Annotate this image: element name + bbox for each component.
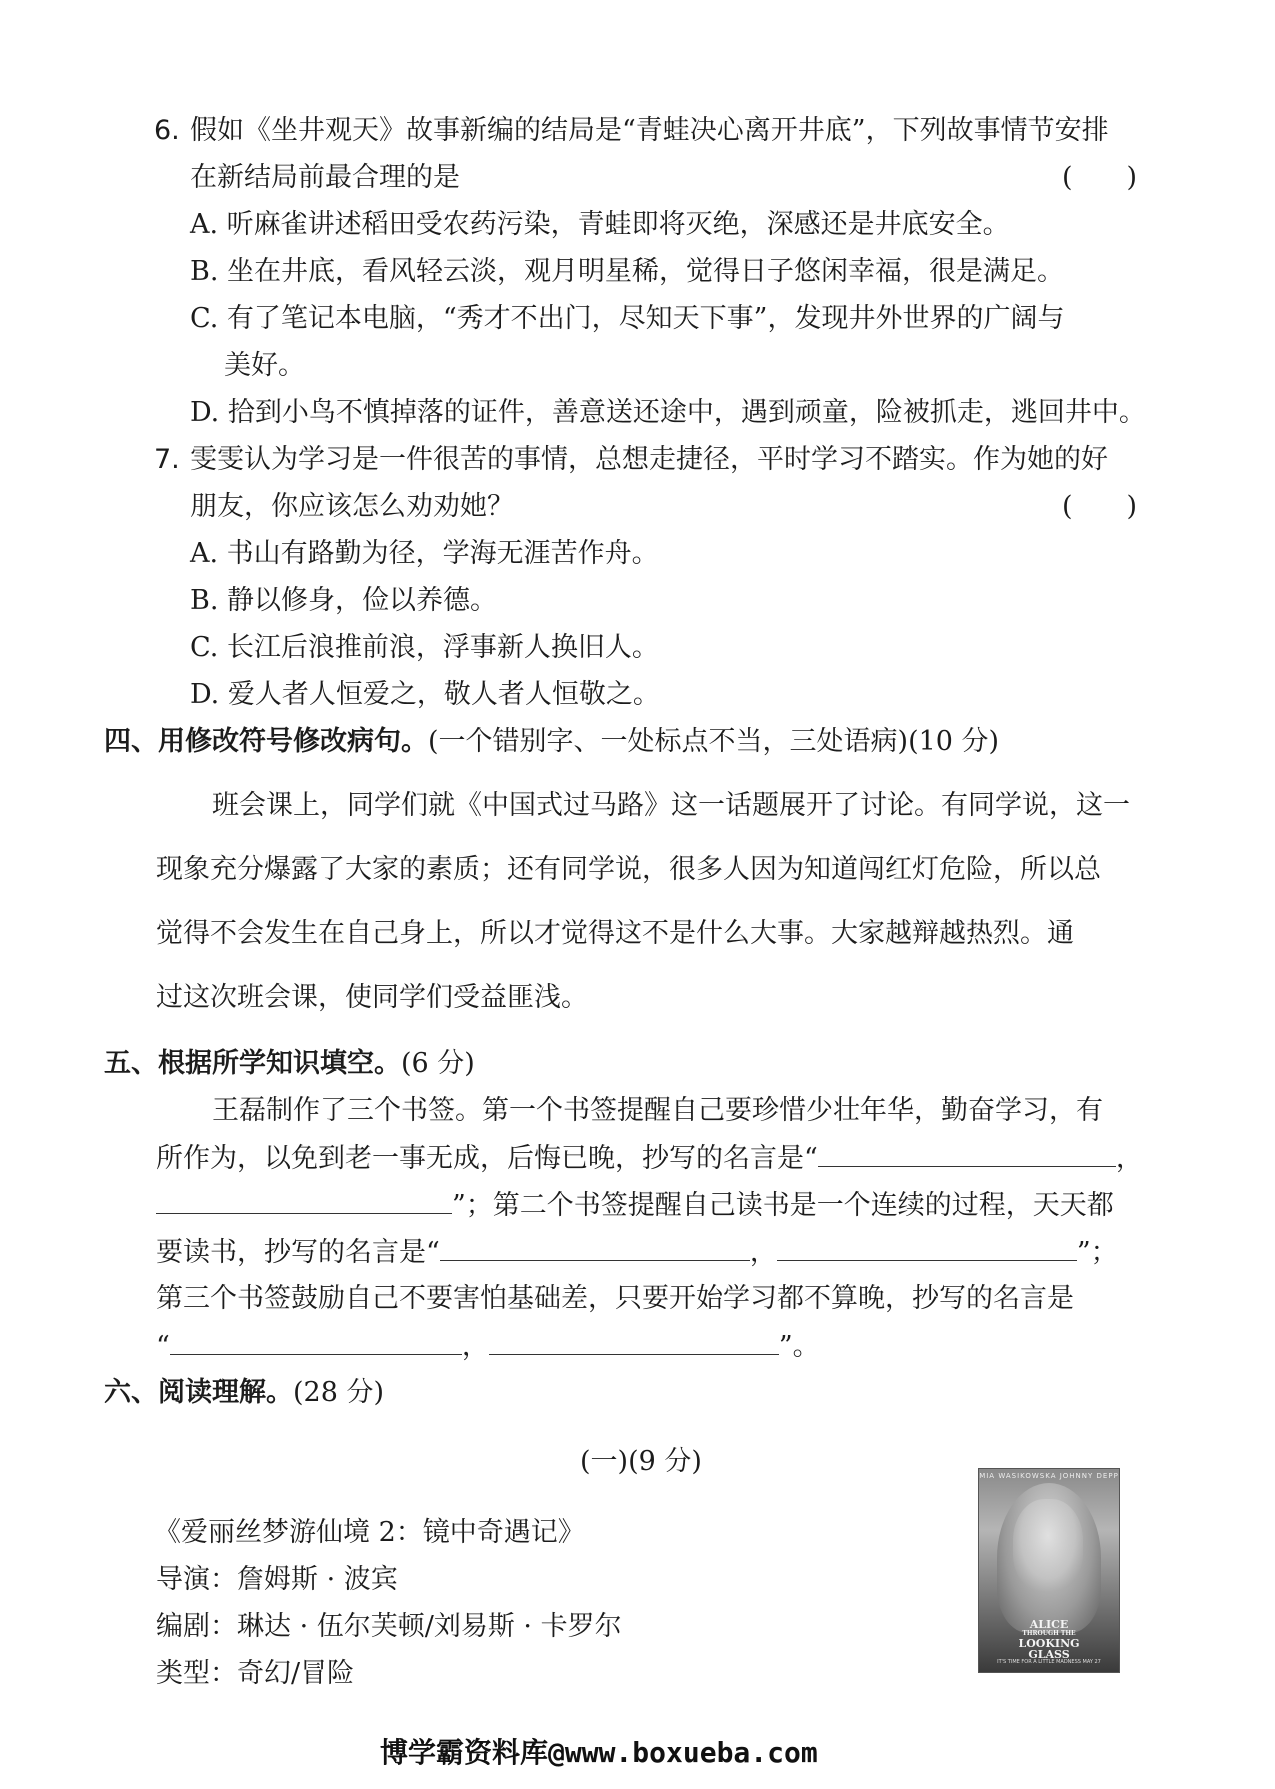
poster-title-line3: LOOKING (1018, 1637, 1080, 1650)
q6-option-d: D. 拾到小鸟不慎掉落的证件，善意送还途中，遇到顽童，险被抓走，逃回井中。 (190, 397, 1146, 428)
section5-line6-mid: ， (461, 1331, 489, 1362)
fill-blank-6[interactable] (489, 1328, 779, 1355)
q7-option-b: B. 静以修身，俭以养德。 (190, 585, 498, 616)
section5-line4 (156, 1234, 1118, 1271)
poster-cast-text: MIA WASIKOWSKA JOHNNY DEPP (979, 1472, 1119, 1480)
film-genre: 类型：奇幻/冒险 (156, 1658, 355, 1689)
poster-face-shape (1013, 1499, 1083, 1591)
poster-title-line1: ALICE (1029, 1618, 1069, 1631)
section6-heading: 六、阅读理解。 (104, 1377, 293, 1408)
q7-option-d: D. 爱人者人恒爱之，敬人者人恒敬之。 (190, 679, 660, 710)
section5-heading: 五、根据所学知识填空。 (104, 1048, 401, 1079)
section5-line2-text: 所作为，以免到老一事无成，后悔已晚，抄写的名言是“ (156, 1143, 818, 1174)
q7-stem-line2: 朋友，你应该怎么劝劝她？ (190, 491, 514, 522)
section6-score: (28 分) (293, 1377, 385, 1408)
section5-line2-end: ， (1115, 1143, 1143, 1174)
q6-option-c-line2: 美好。 (224, 350, 305, 381)
section5-line3-text: ”；第二个书签提醒自己读书是一个连续的过程，天天都 (452, 1190, 1114, 1221)
section4-para-line3: 觉得不会发生在自己身上，所以才觉得这不是什么大事。大家越辩越热烈。通 (156, 918, 1074, 949)
q6-number: 6. (154, 115, 180, 146)
fill-blank-5[interactable] (170, 1328, 462, 1355)
film-title: 《爱丽丝梦游仙境 2：镜中奇遇记》 (154, 1517, 585, 1548)
q7-answer-paren: ( ) (1062, 491, 1138, 522)
section5-heading-row (104, 1046, 475, 1082)
section4-para-line1: 班会课上，同学们就《中国式过马路》这一话题展开了讨论。有同学说，这一 (212, 790, 1130, 821)
q7-option-c: C. 长江后浪推前浪，浮事新人换旧人。 (190, 632, 659, 663)
poster-title-line2: THROUGH THE (1022, 1630, 1076, 1637)
q6-stem-line2: 在新结局前最合理的是 (190, 162, 460, 193)
poster-title-line4: GLASS (1028, 1648, 1070, 1661)
movie-poster-image (978, 1468, 1120, 1673)
section4-note: (一个错别字、一处标点不当，三处语病)(10 分) (428, 726, 1000, 757)
section5-line4-end: ”； (1076, 1237, 1118, 1268)
fill-blank-1[interactable] (818, 1140, 1116, 1167)
fill-blank-4[interactable] (777, 1234, 1077, 1261)
section5-line6-end: ”。 (778, 1331, 820, 1362)
q7-number: 7. (154, 444, 180, 475)
fill-blank-3[interactable] (440, 1234, 750, 1261)
poster-title (979, 1619, 1119, 1660)
section6-heading-row (104, 1375, 384, 1411)
section4-heading: 四、用修改符号修改病句。 (104, 726, 428, 757)
poster-tagline: IT'S TIME FOR A LITTLE MADNESS MAY 27 (997, 1659, 1101, 1665)
q6-option-a: A. 听麻雀讲述稻田受农药污染，青蛙即将灭绝，深感还是井底安全。 (190, 209, 1010, 240)
section4-heading-row (104, 724, 999, 760)
section5-line6-open: “ (156, 1331, 170, 1362)
q6-stem-line1: 假如《坐井观天》故事新编的结局是“青蛙决心离开井底”，下列故事情节安排 (190, 115, 1109, 146)
section5-line6 (156, 1328, 820, 1365)
q6-option-c-line1: C. 有了笔记本电脑，“秀才不出门，尽知天下事”，发现井外世界的广阔与 (190, 303, 1065, 334)
q7-stem-line1: 雯雯认为学习是一件很苦的事情，总想走捷径，平时学习不踏实。作为她的好 (190, 444, 1108, 475)
section5-line4-mid: ， (749, 1237, 777, 1268)
film-director: 导演：詹姆斯 · 波宾 (156, 1564, 398, 1595)
section5-line5: 第三个书签鼓励自己不要害怕基础差，只要开始学习都不算晚，抄写的名言是 (156, 1283, 1074, 1314)
film-writers: 编剧：琳达 · 伍尔芙顿/刘易斯 · 卡罗尔 (156, 1611, 622, 1642)
section5-line1: 王磊制作了三个书签。第一个书签提醒自己要珍惜少壮年华，勤奋学习，有 (212, 1095, 1103, 1126)
fill-blank-2[interactable] (156, 1187, 452, 1214)
section5-score: (6 分) (401, 1048, 475, 1079)
section5-line4-text: 要读书，抄写的名言是“ (156, 1237, 440, 1268)
section4-para-line4: 过这次班会课，使同学们受益匪浅。 (156, 982, 588, 1013)
section4-para-line2: 现象充分爆露了大家的素质；还有同学说，很多人因为知道闯红灯危险，所以总 (156, 854, 1101, 885)
section5-line2 (156, 1140, 1143, 1177)
q6-answer-paren: ( ) (1062, 162, 1138, 193)
q7-option-a: A. 书山有路勤为径，学海无涯苦作舟。 (190, 538, 659, 569)
q6-option-b: B. 坐在井底，看风轻云淡，观月明星稀，觉得日子悠闲幸福，很是满足。 (190, 256, 1065, 287)
footer-watermark: 博学霸资料库@www.boxueba.com (380, 1736, 818, 1769)
section5-line3 (156, 1187, 1114, 1224)
section6-sub-heading: (一)(9 分) (580, 1446, 702, 1477)
